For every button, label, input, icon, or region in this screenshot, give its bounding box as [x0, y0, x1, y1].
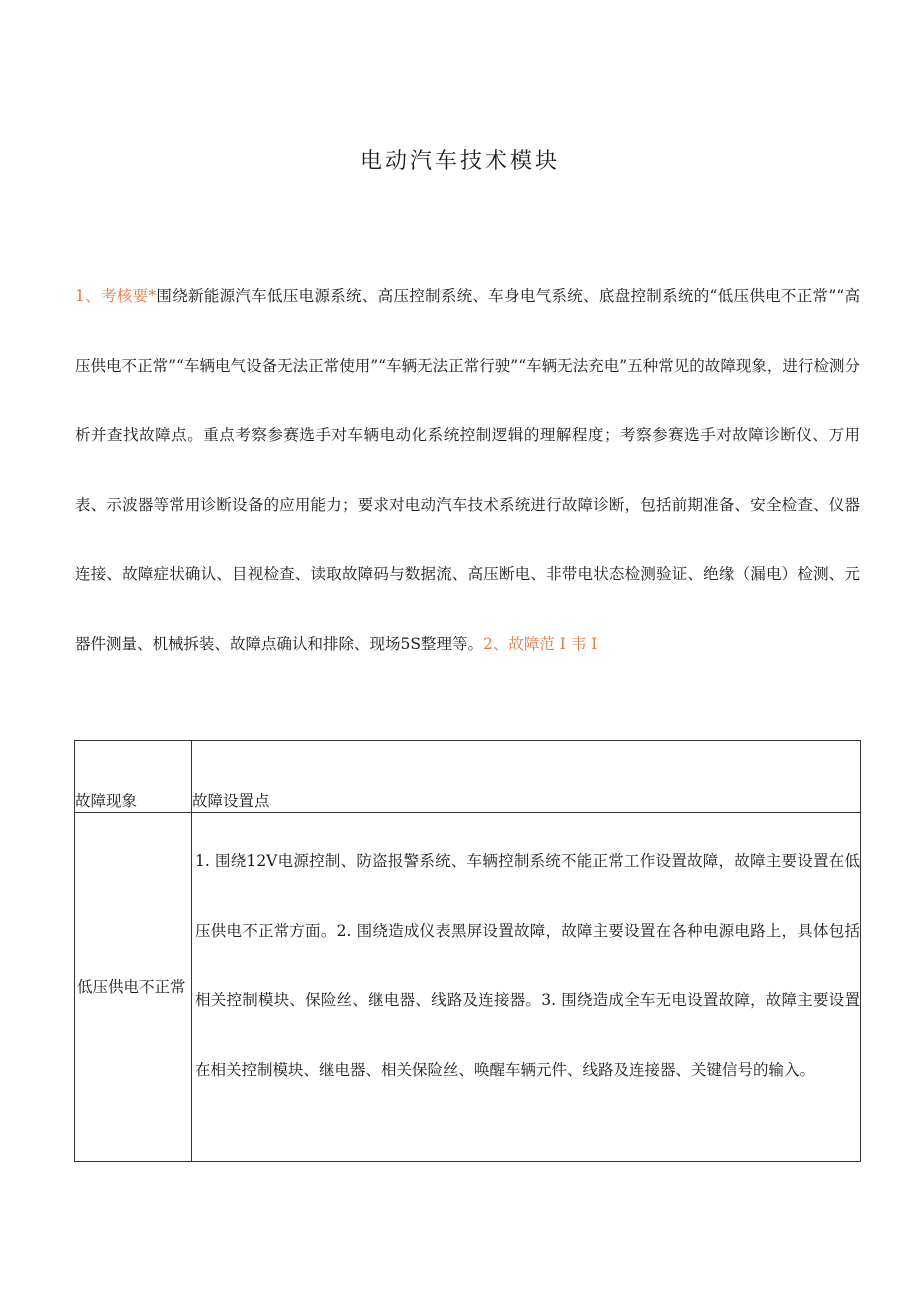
fault-table	[74, 740, 861, 1162]
header-setting-point: 故障设置点	[192, 741, 861, 813]
cell-phenomenon: 低压供电不正常	[75, 813, 192, 1162]
header-phenomenon: 故障现象	[75, 741, 192, 813]
document-title: 电动汽车技术模块	[359, 149, 560, 174]
intro-text: 围绕新能源汽车低压电源系统、高压控制系统、车身电气系统、底盘控制系统的“低压供电不正常”“高压供电不正常”“车辆电气设备无法正常使用”“车辆无法正常行驶”“车辆无法充电”五种常见的故障现象，进行检测分析并查找故障点。重点考察参赛选手对车辆电动化系统控制逻辑的理解程度；考察参赛选手对故障诊断仪、万用表、示波器等常用诊断设备的应用能力；要求对电动汽车技术系统进行故障诊断，包括前期准备、安全检查、仪器连接、故障症状确认、目视检查、读取故障码与数据流、高压断电、非带电状态检测验证、绝缘（漏电）检测、元器件测量、机械拆装、故障点确认和排除、现场5S整理等。	[75, 287, 860, 653]
intro-paragraph	[75, 262, 860, 679]
table-header-row	[75, 741, 861, 813]
cell-setting-point: 1. 围绕12V电源控制、防盗报警系统、车辆控制系统不能正常工作设置故障，故障主要设置在低压供电不正常方面。2. 围绕造成仪表黑屏设置故障，故障主要设置在各种电源电路上，具体包括相关控制模块、保险丝、继电器、线路及连接器。3. 围绕造成全车无电设置故障，故障主要设置在相关控制模块、继电器、相关保险丝、唤醒车辆元件、线路及连接器、关键信号的输入。	[192, 813, 861, 1162]
table-row	[75, 813, 861, 1162]
section-1-label: 1、考核要*	[75, 287, 157, 305]
section-2-label: 2、故障范 I 韦 I	[482, 634, 598, 653]
